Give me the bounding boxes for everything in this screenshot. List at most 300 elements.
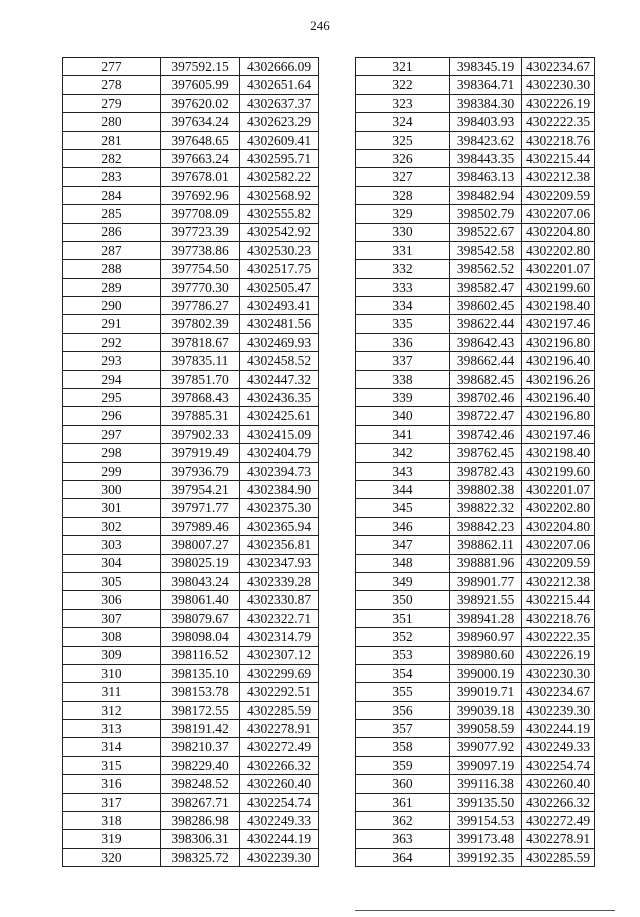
- y-coordinate-cell: 4302347.93: [240, 554, 319, 572]
- table-row: [63, 738, 319, 756]
- y-coordinate-cell: 4302202.80: [522, 241, 595, 259]
- table-row: [63, 536, 319, 554]
- y-coordinate-cell: 4302517.75: [240, 260, 319, 278]
- point-number-cell: 280: [63, 113, 161, 131]
- y-coordinate-cell: 4302215.44: [522, 591, 595, 609]
- point-number-cell: 352: [356, 628, 450, 646]
- x-coordinate-cell: 398423.62: [450, 131, 522, 149]
- y-coordinate-cell: 4302469.93: [240, 333, 319, 351]
- x-coordinate-cell: 398960.97: [450, 628, 522, 646]
- point-number-cell: 344: [356, 480, 450, 498]
- y-coordinate-cell: 4302555.82: [240, 205, 319, 223]
- table-row: [356, 591, 595, 609]
- table-row: [63, 683, 319, 701]
- table-row: [63, 646, 319, 664]
- y-coordinate-cell: 4302266.32: [240, 756, 319, 774]
- y-coordinate-cell: 4302623.29: [240, 113, 319, 131]
- x-coordinate-cell: 397692.96: [161, 186, 240, 204]
- point-number-cell: 361: [356, 793, 450, 811]
- x-coordinate-cell: 398153.78: [161, 683, 240, 701]
- table-row: [356, 407, 595, 425]
- y-coordinate-cell: 4302505.47: [240, 278, 319, 296]
- y-coordinate-cell: 4302196.80: [522, 333, 595, 351]
- y-coordinate-cell: 4302209.59: [522, 554, 595, 572]
- table-row: [63, 113, 319, 131]
- y-coordinate-cell: 4302218.76: [522, 609, 595, 627]
- table-row: [356, 812, 595, 830]
- y-coordinate-cell: 4302249.33: [240, 812, 319, 830]
- x-coordinate-cell: 398702.46: [450, 389, 522, 407]
- y-coordinate-cell: 4302384.90: [240, 480, 319, 498]
- x-coordinate-cell: 398007.27: [161, 536, 240, 554]
- x-coordinate-cell: 397786.27: [161, 297, 240, 315]
- table-row: [356, 756, 595, 774]
- y-coordinate-cell: 4302266.32: [522, 793, 595, 811]
- point-number-cell: 324: [356, 113, 450, 131]
- x-coordinate-cell: 398364.71: [450, 76, 522, 94]
- footer-rule: [355, 910, 615, 911]
- table-row: [63, 297, 319, 315]
- y-coordinate-cell: 4302314.79: [240, 628, 319, 646]
- point-number-cell: 313: [63, 720, 161, 738]
- point-number-cell: 346: [356, 517, 450, 535]
- x-coordinate-cell: 398941.28: [450, 609, 522, 627]
- point-number-cell: 315: [63, 756, 161, 774]
- x-coordinate-cell: 398061.40: [161, 591, 240, 609]
- point-number-cell: 358: [356, 738, 450, 756]
- y-coordinate-cell: 4302322.71: [240, 609, 319, 627]
- x-coordinate-cell: 398463.13: [450, 168, 522, 186]
- x-coordinate-cell: 398682.45: [450, 370, 522, 388]
- table-row: [356, 352, 595, 370]
- x-coordinate-cell: 398802.38: [450, 480, 522, 498]
- x-coordinate-cell: 398384.30: [450, 94, 522, 112]
- point-number-cell: 297: [63, 425, 161, 443]
- x-coordinate-cell: 397605.99: [161, 76, 240, 94]
- x-coordinate-cell: 398921.55: [450, 591, 522, 609]
- y-coordinate-cell: 4302425.61: [240, 407, 319, 425]
- x-coordinate-cell: 398582.47: [450, 278, 522, 296]
- point-number-cell: 277: [63, 58, 161, 76]
- x-coordinate-cell: 398116.52: [161, 646, 240, 664]
- y-coordinate-cell: 4302272.49: [522, 812, 595, 830]
- table-row: [63, 628, 319, 646]
- table-row: [63, 554, 319, 572]
- point-number-cell: 285: [63, 205, 161, 223]
- y-coordinate-cell: 4302204.80: [522, 517, 595, 535]
- x-coordinate-cell: 398482.94: [450, 186, 522, 204]
- table-row: [356, 76, 595, 94]
- point-number-cell: 312: [63, 701, 161, 719]
- point-number-cell: 357: [356, 720, 450, 738]
- y-coordinate-cell: 4302196.40: [522, 352, 595, 370]
- x-coordinate-cell: 398522.67: [450, 223, 522, 241]
- y-coordinate-cell: 4302365.94: [240, 517, 319, 535]
- x-coordinate-cell: 398025.19: [161, 554, 240, 572]
- point-number-cell: 314: [63, 738, 161, 756]
- table-row: [356, 462, 595, 480]
- point-number-cell: 354: [356, 664, 450, 682]
- table-row: [63, 76, 319, 94]
- table-row: [356, 646, 595, 664]
- point-number-cell: 298: [63, 444, 161, 462]
- point-number-cell: 364: [356, 848, 450, 866]
- point-number-cell: 308: [63, 628, 161, 646]
- point-number-cell: 345: [356, 499, 450, 517]
- y-coordinate-cell: 4302330.87: [240, 591, 319, 609]
- table-row: [356, 554, 595, 572]
- point-number-cell: 307: [63, 609, 161, 627]
- table-row: [356, 370, 595, 388]
- x-coordinate-cell: 398842.23: [450, 517, 522, 535]
- x-coordinate-cell: 397770.30: [161, 278, 240, 296]
- point-number-cell: 343: [356, 462, 450, 480]
- table-row: [356, 848, 595, 866]
- point-number-cell: 321: [356, 58, 450, 76]
- point-number-cell: 311: [63, 683, 161, 701]
- x-coordinate-cell: 397802.39: [161, 315, 240, 333]
- table-row: [356, 499, 595, 517]
- point-number-cell: 326: [356, 149, 450, 167]
- x-coordinate-cell: 398403.93: [450, 113, 522, 131]
- point-number-cell: 332: [356, 260, 450, 278]
- y-coordinate-cell: 4302198.40: [522, 297, 595, 315]
- x-coordinate-cell: 397851.70: [161, 370, 240, 388]
- table-row: [63, 830, 319, 848]
- point-number-cell: 334: [356, 297, 450, 315]
- x-coordinate-cell: 397592.15: [161, 58, 240, 76]
- point-number-cell: 353: [356, 646, 450, 664]
- x-coordinate-cell: 398502.79: [450, 205, 522, 223]
- x-coordinate-cell: 397868.43: [161, 389, 240, 407]
- point-number-cell: 283: [63, 168, 161, 186]
- y-coordinate-cell: 4302244.19: [240, 830, 319, 848]
- x-coordinate-cell: 397835.11: [161, 352, 240, 370]
- x-coordinate-cell: 397708.09: [161, 205, 240, 223]
- point-number-cell: 347: [356, 536, 450, 554]
- table-row: [356, 58, 595, 76]
- y-coordinate-cell: 4302234.67: [522, 683, 595, 701]
- x-coordinate-cell: 398325.72: [161, 848, 240, 866]
- x-coordinate-cell: 398098.04: [161, 628, 240, 646]
- table-row: [356, 333, 595, 351]
- x-coordinate-cell: 398229.40: [161, 756, 240, 774]
- y-coordinate-cell: 4302209.59: [522, 186, 595, 204]
- table-row: [63, 205, 319, 223]
- y-coordinate-cell: 4302339.28: [240, 572, 319, 590]
- coordinates-table-right-body: [356, 58, 595, 867]
- point-number-cell: 318: [63, 812, 161, 830]
- point-number-cell: 337: [356, 352, 450, 370]
- page-number: 246: [310, 18, 330, 33]
- y-coordinate-cell: 4302278.91: [240, 720, 319, 738]
- point-number-cell: 316: [63, 775, 161, 793]
- x-coordinate-cell: 398191.42: [161, 720, 240, 738]
- x-coordinate-cell: 398742.46: [450, 425, 522, 443]
- x-coordinate-cell: 398762.45: [450, 444, 522, 462]
- table-row: [63, 223, 319, 241]
- point-number-cell: 309: [63, 646, 161, 664]
- y-coordinate-cell: 4302199.60: [522, 462, 595, 480]
- point-number-cell: 292: [63, 333, 161, 351]
- table-row: [63, 775, 319, 793]
- y-coordinate-cell: 4302285.59: [240, 701, 319, 719]
- table-row: [356, 609, 595, 627]
- point-number-cell: 355: [356, 683, 450, 701]
- table-row: [356, 149, 595, 167]
- point-number-cell: 350: [356, 591, 450, 609]
- point-number-cell: 289: [63, 278, 161, 296]
- table-row: [63, 241, 319, 259]
- table-row: [63, 462, 319, 480]
- y-coordinate-cell: 4302207.06: [522, 205, 595, 223]
- table-row: [356, 517, 595, 535]
- x-coordinate-cell: 398542.58: [450, 241, 522, 259]
- y-coordinate-cell: 4302415.09: [240, 425, 319, 443]
- table-row: [63, 260, 319, 278]
- point-number-cell: 359: [356, 756, 450, 774]
- y-coordinate-cell: 4302222.35: [522, 628, 595, 646]
- table-row: [356, 664, 595, 682]
- table-row: [63, 149, 319, 167]
- table-row: [63, 131, 319, 149]
- y-coordinate-cell: 4302204.80: [522, 223, 595, 241]
- y-coordinate-cell: 4302230.30: [522, 664, 595, 682]
- point-number-cell: 336: [356, 333, 450, 351]
- y-coordinate-cell: 4302651.64: [240, 76, 319, 94]
- table-row: [63, 444, 319, 462]
- y-coordinate-cell: 4302197.46: [522, 315, 595, 333]
- y-coordinate-cell: 4302375.30: [240, 499, 319, 517]
- y-coordinate-cell: 4302201.07: [522, 480, 595, 498]
- table-row: [356, 738, 595, 756]
- x-coordinate-cell: 398980.60: [450, 646, 522, 664]
- point-number-cell: 362: [356, 812, 450, 830]
- y-coordinate-cell: 4302212.38: [522, 168, 595, 186]
- table-row: [356, 425, 595, 443]
- point-number-cell: 320: [63, 848, 161, 866]
- table-row: [63, 720, 319, 738]
- table-row: [63, 848, 319, 866]
- point-number-cell: 333: [356, 278, 450, 296]
- x-coordinate-cell: 397989.46: [161, 517, 240, 535]
- x-coordinate-cell: 398443.35: [450, 149, 522, 167]
- point-number-cell: 356: [356, 701, 450, 719]
- point-number-cell: 341: [356, 425, 450, 443]
- coordinates-table-right: [355, 57, 595, 867]
- x-coordinate-cell: 399058.59: [450, 720, 522, 738]
- x-coordinate-cell: 398286.98: [161, 812, 240, 830]
- table-row: [63, 370, 319, 388]
- y-coordinate-cell: 4302197.46: [522, 425, 595, 443]
- point-number-cell: 284: [63, 186, 161, 204]
- y-coordinate-cell: 4302196.26: [522, 370, 595, 388]
- y-coordinate-cell: 4302666.09: [240, 58, 319, 76]
- y-coordinate-cell: 4302292.51: [240, 683, 319, 701]
- x-coordinate-cell: 399000.19: [450, 664, 522, 682]
- point-number-cell: 363: [356, 830, 450, 848]
- y-coordinate-cell: 4302207.06: [522, 536, 595, 554]
- table-row: [63, 352, 319, 370]
- x-coordinate-cell: 399039.18: [450, 701, 522, 719]
- y-coordinate-cell: 4302595.71: [240, 149, 319, 167]
- y-coordinate-cell: 4302404.79: [240, 444, 319, 462]
- y-coordinate-cell: 4302244.19: [522, 720, 595, 738]
- table-row: [63, 756, 319, 774]
- y-coordinate-cell: 4302196.40: [522, 389, 595, 407]
- point-number-cell: 331: [356, 241, 450, 259]
- table-row: [63, 168, 319, 186]
- point-number-cell: 317: [63, 793, 161, 811]
- y-coordinate-cell: 4302568.92: [240, 186, 319, 204]
- x-coordinate-cell: 398079.67: [161, 609, 240, 627]
- table-row: [356, 278, 595, 296]
- table-row: [356, 168, 595, 186]
- x-coordinate-cell: 397620.02: [161, 94, 240, 112]
- x-coordinate-cell: 398602.45: [450, 297, 522, 315]
- y-coordinate-cell: 4302609.41: [240, 131, 319, 149]
- point-number-cell: 325: [356, 131, 450, 149]
- y-coordinate-cell: 4302260.40: [240, 775, 319, 793]
- x-coordinate-cell: 397738.86: [161, 241, 240, 259]
- y-coordinate-cell: 4302458.52: [240, 352, 319, 370]
- point-number-cell: 328: [356, 186, 450, 204]
- table-row: [356, 205, 595, 223]
- point-number-cell: 349: [356, 572, 450, 590]
- table-row: [356, 297, 595, 315]
- point-number-cell: 286: [63, 223, 161, 241]
- y-coordinate-cell: 4302272.49: [240, 738, 319, 756]
- point-number-cell: 360: [356, 775, 450, 793]
- y-coordinate-cell: 4302582.22: [240, 168, 319, 186]
- point-number-cell: 299: [63, 462, 161, 480]
- y-coordinate-cell: 4302202.80: [522, 499, 595, 517]
- table-row: [356, 572, 595, 590]
- y-coordinate-cell: 4302234.67: [522, 58, 595, 76]
- y-coordinate-cell: 4302542.92: [240, 223, 319, 241]
- table-row: [63, 407, 319, 425]
- y-coordinate-cell: 4302481.56: [240, 315, 319, 333]
- x-coordinate-cell: 397634.24: [161, 113, 240, 131]
- x-coordinate-cell: 399077.92: [450, 738, 522, 756]
- table-row: [356, 701, 595, 719]
- point-number-cell: 338: [356, 370, 450, 388]
- point-number-cell: 282: [63, 149, 161, 167]
- y-coordinate-cell: 4302222.35: [522, 113, 595, 131]
- point-number-cell: 281: [63, 131, 161, 149]
- x-coordinate-cell: 399135.50: [450, 793, 522, 811]
- point-number-cell: 340: [356, 407, 450, 425]
- y-coordinate-cell: 4302254.74: [240, 793, 319, 811]
- x-coordinate-cell: 398267.71: [161, 793, 240, 811]
- x-coordinate-cell: 397754.50: [161, 260, 240, 278]
- y-coordinate-cell: 4302199.60: [522, 278, 595, 296]
- point-number-cell: 303: [63, 536, 161, 554]
- y-coordinate-cell: 4302198.40: [522, 444, 595, 462]
- table-row: [63, 315, 319, 333]
- x-coordinate-cell: 399154.53: [450, 812, 522, 830]
- x-coordinate-cell: 397678.01: [161, 168, 240, 186]
- table-row: [356, 223, 595, 241]
- point-number-cell: 330: [356, 223, 450, 241]
- point-number-cell: 291: [63, 315, 161, 333]
- point-number-cell: 295: [63, 389, 161, 407]
- x-coordinate-cell: 398622.44: [450, 315, 522, 333]
- x-coordinate-cell: 399019.71: [450, 683, 522, 701]
- x-coordinate-cell: 398248.52: [161, 775, 240, 793]
- point-number-cell: 335: [356, 315, 450, 333]
- y-coordinate-cell: 4302215.44: [522, 149, 595, 167]
- table-row: [356, 793, 595, 811]
- x-coordinate-cell: 398822.32: [450, 499, 522, 517]
- x-coordinate-cell: 398862.11: [450, 536, 522, 554]
- table-row: [356, 131, 595, 149]
- y-coordinate-cell: 4302196.80: [522, 407, 595, 425]
- point-number-cell: 319: [63, 830, 161, 848]
- x-coordinate-cell: 397954.21: [161, 480, 240, 498]
- x-coordinate-cell: 398172.55: [161, 701, 240, 719]
- table-row: [356, 444, 595, 462]
- y-coordinate-cell: 4302212.38: [522, 572, 595, 590]
- x-coordinate-cell: 399192.35: [450, 848, 522, 866]
- table-row: [63, 94, 319, 112]
- table-row: [356, 480, 595, 498]
- x-coordinate-cell: 398642.43: [450, 333, 522, 351]
- table-row: [63, 609, 319, 627]
- point-number-cell: 304: [63, 554, 161, 572]
- x-coordinate-cell: 397936.79: [161, 462, 240, 480]
- x-coordinate-cell: 399116.38: [450, 775, 522, 793]
- table-row: [63, 701, 319, 719]
- x-coordinate-cell: 398881.96: [450, 554, 522, 572]
- table-row: [63, 664, 319, 682]
- coordinates-table-left: [62, 57, 319, 867]
- x-coordinate-cell: 398662.44: [450, 352, 522, 370]
- table-row: [63, 517, 319, 535]
- y-coordinate-cell: 4302201.07: [522, 260, 595, 278]
- point-number-cell: 339: [356, 389, 450, 407]
- x-coordinate-cell: 398043.24: [161, 572, 240, 590]
- point-number-cell: 342: [356, 444, 450, 462]
- y-coordinate-cell: 4302285.59: [522, 848, 595, 866]
- y-coordinate-cell: 4302226.19: [522, 646, 595, 664]
- point-number-cell: 279: [63, 94, 161, 112]
- table-row: [356, 241, 595, 259]
- x-coordinate-cell: 398782.43: [450, 462, 522, 480]
- x-coordinate-cell: 397648.65: [161, 131, 240, 149]
- x-coordinate-cell: 397919.49: [161, 444, 240, 462]
- x-coordinate-cell: 397971.77: [161, 499, 240, 517]
- x-coordinate-cell: 399097.19: [450, 756, 522, 774]
- table-row: [63, 425, 319, 443]
- y-coordinate-cell: 4302278.91: [522, 830, 595, 848]
- coordinates-table-left-body: [63, 58, 319, 867]
- point-number-cell: 323: [356, 94, 450, 112]
- table-row: [356, 315, 595, 333]
- point-number-cell: 290: [63, 297, 161, 315]
- table-row: [63, 58, 319, 76]
- y-coordinate-cell: 4302356.81: [240, 536, 319, 554]
- point-number-cell: 293: [63, 352, 161, 370]
- table-row: [63, 591, 319, 609]
- y-coordinate-cell: 4302260.40: [522, 775, 595, 793]
- table-row: [63, 793, 319, 811]
- x-coordinate-cell: 397723.39: [161, 223, 240, 241]
- table-row: [356, 775, 595, 793]
- x-coordinate-cell: 398901.77: [450, 572, 522, 590]
- y-coordinate-cell: 4302493.41: [240, 297, 319, 315]
- y-coordinate-cell: 4302436.35: [240, 389, 319, 407]
